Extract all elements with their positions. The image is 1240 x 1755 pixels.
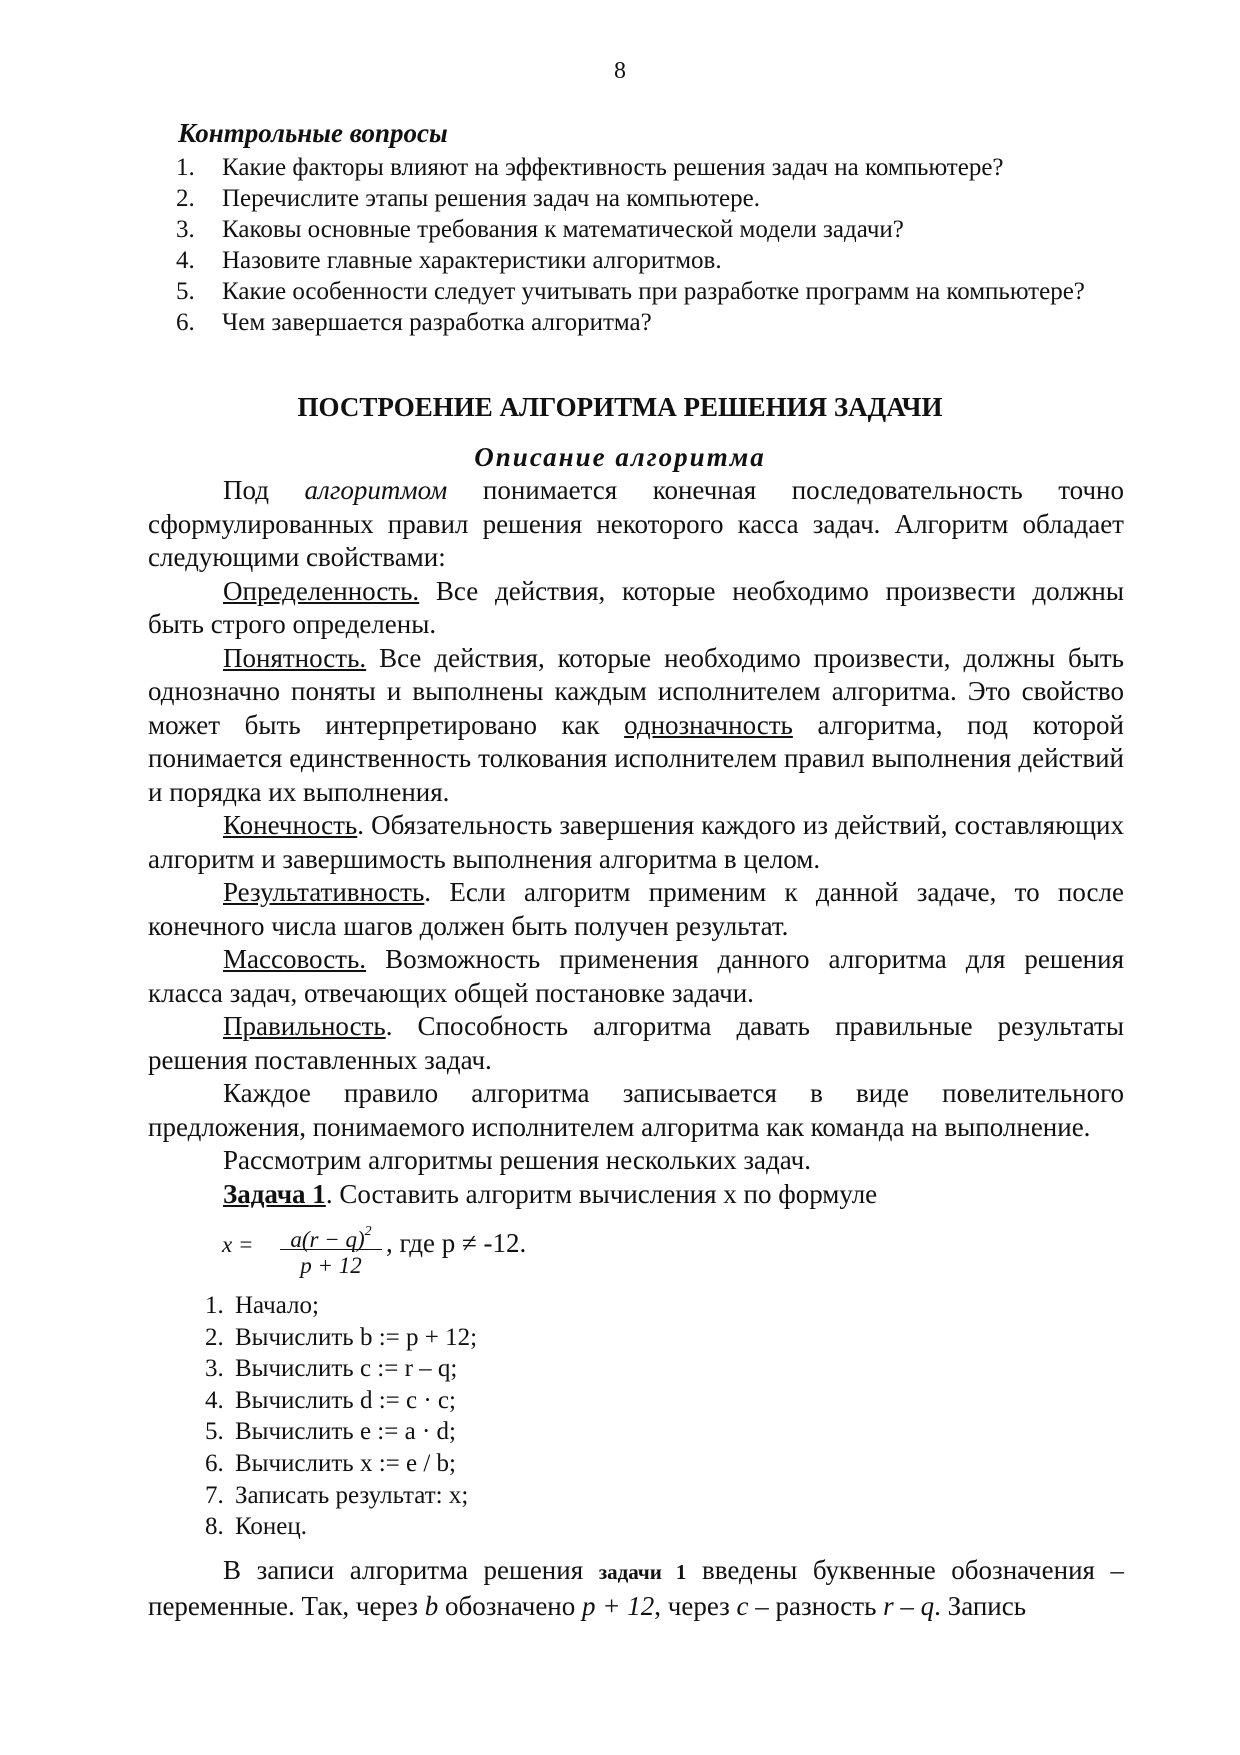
formula-numerator: $a(r - q)^2$ xyxy=(290,1224,372,1252)
item-text: Каковы основные требования к математической модели задачи? xyxy=(222,216,904,243)
task-paragraph: Задача 1. Составить алгоритм вычисления x по формуле xyxy=(223,1178,878,1209)
list-item xyxy=(205,1385,477,1417)
list-item xyxy=(176,183,1126,214)
item-text: Перечислите этапы решения задач на компьютере. xyxy=(222,185,760,212)
intro-paragraph: Под алгоритмом понимается конечная последовательность точно сформулированных правил решения некоторого касса задач. Алгоритм обладает следующими свойствами: xyxy=(148,475,1124,572)
step-text: Вычислить e := a · d; xyxy=(235,1418,456,1446)
expression-r-minus-q: r – q xyxy=(883,1590,935,1621)
step-number: 4. xyxy=(205,1386,224,1414)
list-item xyxy=(176,152,1126,183)
step-text: Записать результат: x; xyxy=(235,1481,469,1509)
item-text: Назовите главные характеристики алгоритмов. xyxy=(222,247,722,274)
step-number: 6. xyxy=(205,1449,224,1477)
property-term: Правильность xyxy=(223,1011,386,1041)
property-term: Результативность xyxy=(223,877,425,907)
section-subtitle: Описание алгоритма xyxy=(474,442,766,472)
list-item xyxy=(205,1448,477,1480)
formula-lhs: x = xyxy=(222,1232,254,1257)
final-paragraph: В записи алгоритма решения задачи 1 введены буквенные обозначения – переменные. Так, через b обозначено p + 12, через c – разность r – q. Запись xyxy=(148,1555,1124,1621)
item-text: Какие факторы влияют на эффективность решения задач на компьютере? xyxy=(222,154,1004,181)
step-number: 1. xyxy=(205,1292,224,1319)
item-text: Какие особенности следует учитывать при разработке программ на компьютере? xyxy=(222,278,1085,305)
item-number: 5. xyxy=(176,278,195,305)
control-questions-list xyxy=(176,152,1126,338)
formula-fraction xyxy=(278,1217,384,1282)
list-item xyxy=(205,1480,477,1512)
property-term: Понятность. xyxy=(223,642,367,673)
property-paragraph: Результативность. Если алгоритм применим к данной задаче, то после конечного числа шагов должен быть получен результат. xyxy=(148,877,1124,941)
control-questions-title: Контрольные вопросы xyxy=(178,118,448,148)
list-item xyxy=(176,276,1126,307)
item-number: 1. xyxy=(176,154,195,181)
property-paragraph: Конечность. Обязательность завершения каждого из действий, составляющих алгоритм и завершимость выполнения алгоритма в целом. xyxy=(148,810,1124,874)
list-item xyxy=(176,245,1126,276)
step-number: 7. xyxy=(205,1481,224,1509)
step-number: 8. xyxy=(205,1513,224,1541)
property-paragraph: Правильность. Способность алгоритма давать правильные результаты решения поставленных задач. xyxy=(148,1011,1124,1075)
formula-denominator: p + 12 xyxy=(300,1253,362,1278)
formula-exponent: 2 xyxy=(364,1224,372,1239)
step-text: Вычислить x := e / b; xyxy=(235,1449,456,1477)
list-item xyxy=(205,1416,477,1448)
property-term: Конечность xyxy=(223,810,358,840)
page-number: 8 xyxy=(614,58,626,84)
list-item xyxy=(205,1511,477,1543)
list-item xyxy=(176,214,1126,245)
step-text: Вычислить b := p + 12; xyxy=(235,1323,478,1351)
body-text xyxy=(148,474,1124,1211)
step-text: Вычислить d := c · c; xyxy=(235,1386,456,1414)
step-text: Конец. xyxy=(235,1513,308,1541)
step-number: 3. xyxy=(205,1355,224,1383)
list-item xyxy=(205,1290,477,1322)
item-number: 6. xyxy=(176,309,195,336)
variable-c: c xyxy=(736,1590,749,1621)
algorithm-steps xyxy=(205,1290,477,1543)
item-number: 2. xyxy=(176,185,195,212)
expression-p-plus-12: p + 12 xyxy=(582,1590,655,1621)
item-number: 4. xyxy=(176,247,195,274)
variable-b: b xyxy=(424,1590,439,1621)
property-term-secondary: однозначность xyxy=(624,709,793,740)
term-algorithm: алгоритмом xyxy=(304,475,448,505)
step-number: 5. xyxy=(205,1418,224,1446)
consider-paragraph: Рассмотрим алгоритмы решения нескольких задач. xyxy=(223,1145,811,1175)
item-number: 3. xyxy=(176,216,195,243)
property-paragraph: Понятность. Все действия, которые необходимо произвести, должны быть однозначно поняты и выполнены каждым исполнителем алгоритма. Это свойство может быть интерпретировано как однозначность алгоритма, под которой понимается единственность толкования исполнителем правил выполнения действий и порядка их выполнения. xyxy=(148,642,1124,807)
property-paragraph: Определенность. Все действия, которые необходимо произвести должны быть строго определены. xyxy=(148,575,1124,639)
step-number: 2. xyxy=(205,1323,224,1351)
final-paragraph-block xyxy=(148,1554,1124,1623)
property-paragraph: Массовость. Возможность применения данного алгоритма для решения класса задач, отвечающих общей постановке задачи. xyxy=(148,944,1124,1008)
task-reference: задачи 1 xyxy=(598,1560,687,1584)
step-text: Начало; xyxy=(235,1292,319,1319)
property-term: Определенность. xyxy=(223,575,420,606)
section-title: ПОСТРОЕНИЕ АЛГОРИТМА РЕШЕНИЯ ЗАДАЧИ xyxy=(297,392,943,422)
property-term: Массовость. xyxy=(223,944,367,974)
rule-paragraph: Каждое правило алгоритма записывается в виде повелительного предложения, понимаемого исполнителем алгоритма как команда на выполнение. xyxy=(148,1078,1124,1142)
item-text: Чем завершается разработка алгоритма? xyxy=(222,309,652,336)
list-item xyxy=(205,1322,477,1354)
step-text: Вычислить c := r – q; xyxy=(235,1355,458,1383)
list-item xyxy=(205,1353,477,1385)
formula-condition: , где p ≠ -12. xyxy=(386,1228,527,1258)
list-item xyxy=(176,307,1126,338)
task-label: Задача 1 xyxy=(223,1178,326,1209)
